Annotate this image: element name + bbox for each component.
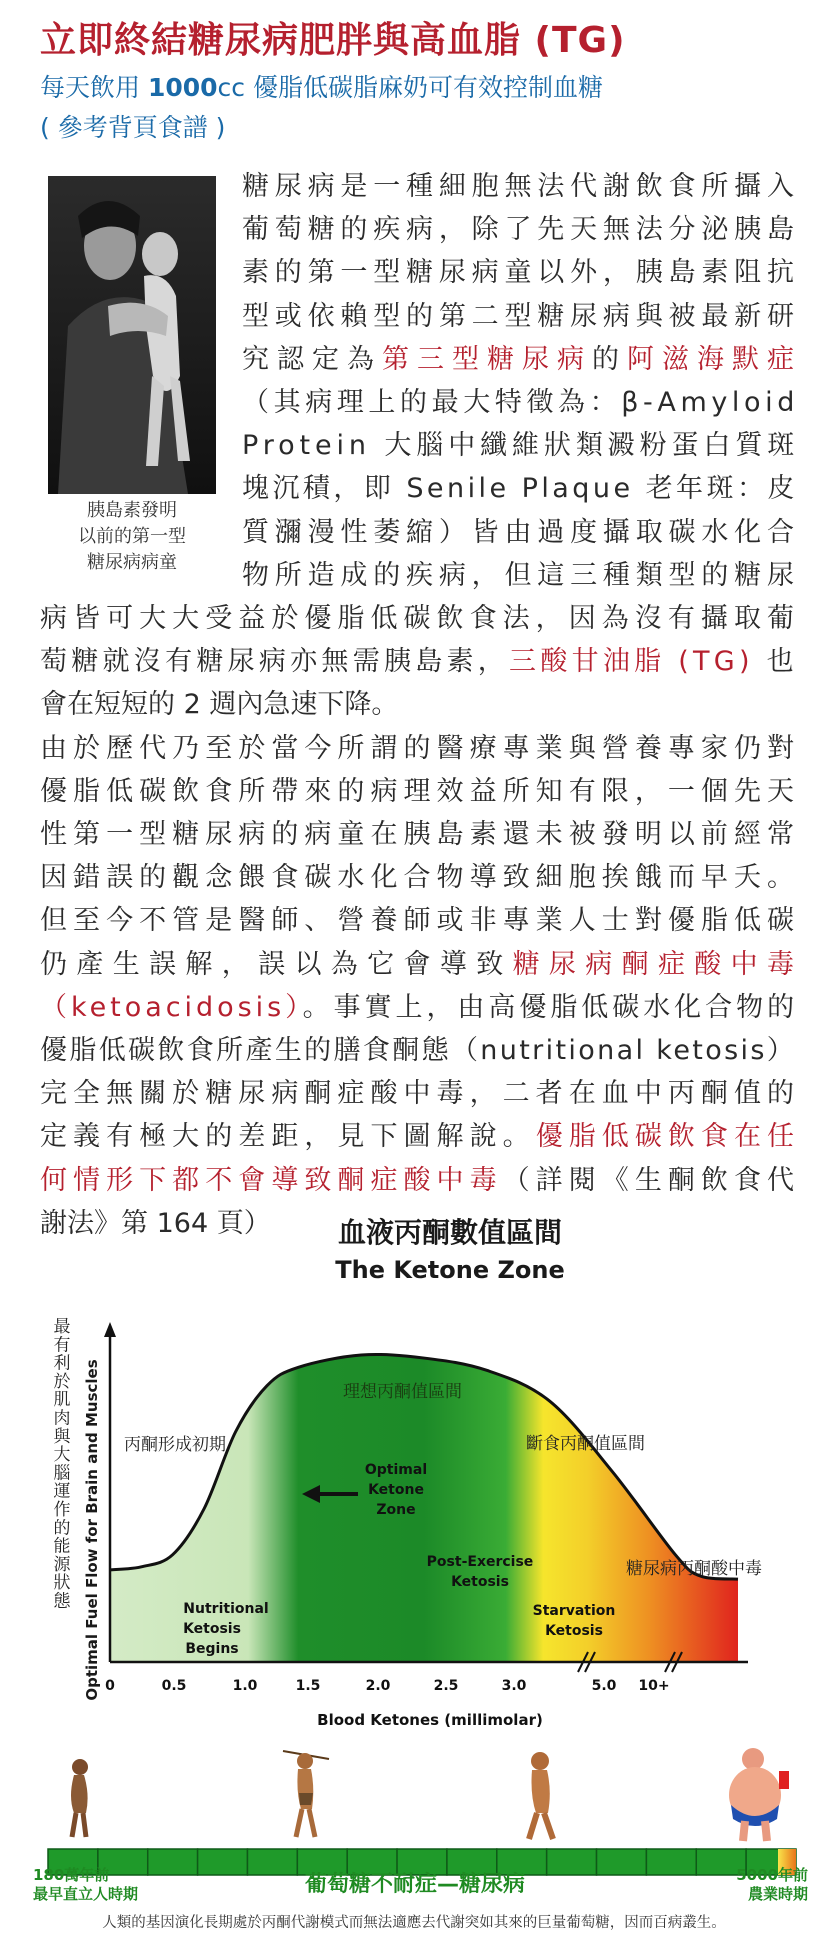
y-label-char: 與 [53, 1426, 71, 1447]
highlight-text: 第三型糖尿病 [382, 343, 592, 375]
chart-subtitle: The Ketone Zone [335, 1256, 565, 1284]
y-label-char: 源 [53, 1554, 71, 1575]
annotation-line: Ketosis [545, 1623, 603, 1639]
footer-caption: 人類的基因演化長期處於丙酮代謝模式而無法適應去代謝突如其來的巨量葡萄糖，因而百病叢生。 [102, 1915, 726, 1931]
article-line [242, 165, 800, 208]
timeline-left-line: 最早直立人時期 [33, 1885, 139, 1903]
annotation-line: Begins [185, 1641, 239, 1657]
annotation-line: Post-Exercise [426, 1554, 534, 1570]
x-ticks [105, 1678, 669, 1694]
annotation-line: Ketone [368, 1482, 424, 1498]
article-line [40, 1072, 800, 1115]
zone-label-ideal: 理想丙酮值區間 [343, 1382, 462, 1402]
article-line [40, 1159, 800, 1202]
page-subtitle [40, 68, 603, 104]
text-span: 謝法》第 164 頁） [40, 1207, 271, 1239]
photo-caption [40, 498, 224, 576]
text-span: 物所造成的疾病，但這三種類型的糖尿 [242, 559, 800, 591]
annotation-line: Starvation [532, 1603, 616, 1619]
y-label-char: 最 [53, 1317, 71, 1337]
article-line [242, 554, 800, 597]
annotation-line: Optimal [364, 1462, 428, 1478]
article-line [242, 467, 798, 510]
historical-photo [48, 176, 216, 494]
obese-man-icon [729, 1748, 789, 1841]
text-span: （詳閱《生酮飲食代 [502, 1164, 801, 1196]
annotation-line: Nutritional [183, 1601, 269, 1617]
timeline-segment [198, 1849, 248, 1875]
caption-line: 以前的第一型 [78, 526, 186, 547]
article-line [40, 727, 800, 770]
y-label-char: 作 [53, 1500, 71, 1520]
text-span: 病皆可大大受益於優脂低碳飲食法，因為沒有攝取葡 [40, 603, 801, 634]
zone-label-fasting: 斷食丙酮值區間 [526, 1434, 645, 1454]
text-span: 完全無關於糖尿病酮症酸中毒，二者在血中丙酮值的 [40, 1078, 801, 1110]
y-label-char: 肌 [53, 1390, 71, 1411]
text-span: 優脂低碳飲食所帶來的病理效益所知有限，一個先天 [40, 775, 801, 807]
text-span: 仍產生誤解，誤以為它會導致 [40, 948, 513, 980]
timeline-segment [547, 1849, 597, 1875]
timeline-right-line: 5000年前 [736, 1866, 808, 1884]
x-tick-label: 5.0 [591, 1678, 617, 1694]
text-span: 性第一型糖尿病的病童在胰島素還未被發明以前經常 [40, 819, 801, 850]
timeline-segment [148, 1849, 198, 1875]
early-hominid-icon [71, 1759, 88, 1837]
highlight-text: 阿滋海默症 [627, 343, 802, 375]
text-span: 但至今不管是醫師、營養師或非專業人士對優脂低碳 [40, 905, 801, 937]
x-tick-label: 10+ [638, 1678, 670, 1694]
subtitle-amount: 1000 [147, 73, 218, 102]
text-span: 也 [753, 646, 798, 678]
subtitle-note: ( 參考背頁食譜 ) [40, 113, 226, 142]
highlight-text: 何情形下都不會導致酮症酸中毒 [40, 1164, 503, 1196]
article-line [40, 770, 800, 813]
article-line [242, 208, 800, 251]
article-line [40, 640, 798, 683]
y-axis-label-en: Optimal Fuel Flow for Brain and Muscles [83, 1359, 101, 1701]
article-line [40, 813, 800, 856]
y-label-char: 運 [53, 1481, 71, 1502]
x-tick-label: 0.5 [161, 1678, 187, 1694]
hunter-icon [283, 1751, 329, 1837]
annotation-line: Zone [376, 1502, 416, 1518]
text-span: 型或依賴型的第二型糖尿病與被最新研 [242, 300, 800, 332]
article-line [40, 856, 800, 899]
y-axis-label-zh [54, 1317, 72, 1612]
text-span: 定義有極大的差距，見下圖解說。 [40, 1121, 536, 1153]
chart-svg [0, 1205, 829, 1938]
subtitle-pre: 每天飲用 [40, 73, 148, 102]
highlight-text: （ketoacidosis） [40, 991, 303, 1023]
timeline-right-line: 農業時期 [747, 1885, 808, 1903]
x-tick-label: 3.0 [501, 1678, 527, 1694]
x-axis-label: Blood Ketones (millimolar) [317, 1711, 543, 1729]
text-span: Protein 大腦中纖維狀類澱粉蛋白質斑 [242, 430, 800, 462]
ketone-zone-chart [0, 1205, 829, 1938]
walking-man-icon [529, 1752, 553, 1839]
y-label-char: 大 [53, 1445, 71, 1466]
text-span: 因錯誤的觀念餵食碳水化合物導致細胞挨餓而早夭。 [40, 862, 801, 894]
text-span: 質瀰漫性萎縮）皆由過度攝取碳水化合 [242, 516, 800, 548]
subtitle-post: cc 優脂低碳脂麻奶可有效控制血糖 [217, 73, 603, 102]
timeline-center-label: 葡萄糖不耐症—糖尿病 [304, 1872, 526, 1897]
timeline-left-line: 180萬年前 [33, 1866, 110, 1884]
y-label-char: 能 [53, 1536, 71, 1557]
text-span: 會在短短的 2 週內急速下降。 [40, 689, 399, 721]
annotation-line: Ketosis [451, 1574, 509, 1590]
text-span: 糖尿病是一種細胞無法代謝飲食所攝入 [242, 171, 800, 202]
article-line [242, 424, 799, 467]
x-tick-label: 1.5 [295, 1678, 321, 1694]
zone-label-dka: 糖尿病丙酮酸中毒 [626, 1559, 762, 1579]
y-label-char: 利 [53, 1353, 71, 1374]
y-label-char: 的 [53, 1518, 71, 1539]
text-span: 優脂低碳飲食所產生的膳食酮態（nutritional ketosis） [40, 1035, 797, 1066]
text-span: 葡萄糖的疾病，除了先天無法分泌胰島 [242, 214, 800, 246]
article-line [40, 597, 800, 640]
timeline-right-label [736, 1866, 808, 1903]
article-line [40, 1029, 796, 1072]
article-line [242, 381, 799, 424]
text-span: 素的第一型糖尿病童以外，胰島素阻抗 [242, 257, 800, 289]
caption-line: 胰島素發明 [87, 500, 177, 521]
timeline-segment [646, 1849, 696, 1875]
timeline-segment [247, 1849, 297, 1875]
x-tick-label: 2.5 [433, 1678, 459, 1694]
x-tick-label: 1.0 [232, 1678, 258, 1694]
y-label-char: 狀 [53, 1573, 71, 1594]
article-line [40, 943, 803, 986]
text-span: 究認定為 [242, 343, 382, 375]
highlight-text: 優脂低碳飲食在任 [535, 1121, 801, 1153]
article-line [40, 986, 798, 1029]
text-span: 塊沉積，即 Senile Plaque 老年斑：皮 [242, 473, 798, 505]
article-line [40, 899, 800, 942]
evolution-figures [71, 1748, 789, 1841]
article-line [40, 683, 398, 726]
caption-line: 糖尿病病童 [87, 552, 177, 573]
text-span: （其病理上的最大特徵為：β-Amyloid [242, 387, 799, 418]
highlight-text: 三酸甘油脂 (TG) [509, 646, 754, 678]
y-label-char: 肉 [53, 1408, 71, 1429]
article-line [242, 338, 802, 381]
highlight-text: 糖尿病酮症酸中毒 [512, 948, 804, 980]
y-label-char: 態 [53, 1591, 71, 1612]
text-span: 萄糖就沒有糖尿病亦無需胰島素， [40, 646, 510, 678]
x-tick-label: 0 [105, 1678, 115, 1694]
y-label-char: 腦 [53, 1463, 71, 1484]
text-span: 的 [592, 343, 627, 375]
article-line [242, 295, 800, 338]
article-line [242, 511, 800, 554]
chart-title: 血液丙酮數值區間 [337, 1216, 563, 1249]
y-label-char: 有 [53, 1335, 71, 1356]
y-label-char: 於 [53, 1371, 71, 1392]
photo-illustration [48, 176, 216, 494]
article-line [242, 251, 800, 294]
article-line [40, 1115, 800, 1158]
annotation-line: Ketosis [183, 1621, 241, 1637]
zone-label-early: 丙酮形成初期 [124, 1435, 226, 1455]
text-span: 由於歷代乃至於當今所謂的醫療專業與營養專家仍對 [40, 732, 801, 764]
y-axis-arrow [104, 1322, 116, 1337]
timeline-segment [597, 1849, 647, 1875]
page-title: 立即終結糖尿病肥胖與高血脂 (TG) [40, 20, 626, 61]
text-span: 。事實上，由高優脂低碳水化合物的 [302, 991, 799, 1023]
x-tick-label: 2.0 [365, 1678, 391, 1694]
